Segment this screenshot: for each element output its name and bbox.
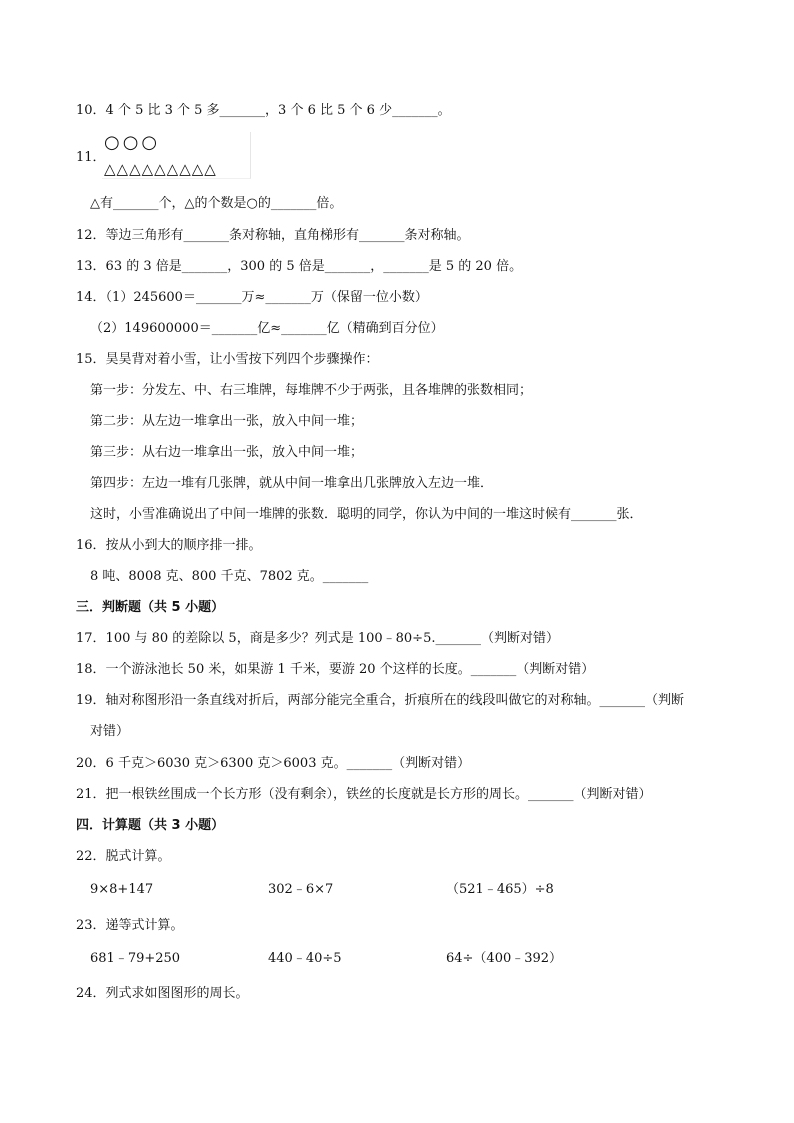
question-15-intro: 15．昊昊背对着小雪，让小雪按下列四个步骤操作： <box>76 352 379 367</box>
question-15-step-1: 第一步：分发左、中、右三堆牌，每堆牌不少于两张，且各堆牌的张数相同； <box>90 383 533 398</box>
question-12: 12．等边三角形有_______条对称轴，直角梯形有_______条对称轴。 <box>76 228 470 243</box>
question-15-step-3: 第三步：从右边一堆拿出一张，放入中间一堆； <box>90 445 364 460</box>
question-13: 13．63 的 3 倍是_______，300 的 5 倍是_______，_______是 5 的 20 倍。 <box>76 259 523 274</box>
question-23-expression-3: 64÷（400﹣392） <box>446 951 563 966</box>
question-19-line-2: 对错） <box>90 724 130 739</box>
triangle-shapes: △△△△△△△△△ <box>104 160 217 178</box>
question-18: 18．一个游泳池长 50 米，如果游 1 千米，要游 20 个这样的长度。_______（判断对错） <box>76 662 595 677</box>
question-19-line-1: 19．轴对称图形沿一条直线对折后，两部分能完全重合，折痕所在的线段叫做它的对称轴。_______（判断 <box>76 693 685 708</box>
question-15-question: 这时，小雪准确说出了中间一堆牌的张数．聪明的同学，你认为中间的一堆这时候有_______张． <box>90 507 643 522</box>
question-21: 21．把一根铁丝围成一个长方形（没有剩余），铁丝的长度就是长方形的周长。_______（判断对错） <box>76 787 652 802</box>
section-3-heading: 三．判断题（共 5 小题） <box>76 600 225 615</box>
question-22-expression-1: 9×8+147 <box>90 882 154 897</box>
question-23-intro: 23．递等式计算。 <box>76 918 184 933</box>
question-23-expression-1: 681﹣79+250 <box>90 951 181 966</box>
section-4-heading: 四．计算题（共 3 小题） <box>76 818 225 833</box>
question-17: 17．100 与 80 的差除以 5，商是多少？列式是 100﹣80÷5._______（判断对错） <box>76 631 559 646</box>
question-16-items: 8 吨、8008 克、800 千克、7802 克。_______ <box>90 569 369 584</box>
question-16-intro: 16．按从小到大的顺序排一排。 <box>76 538 262 553</box>
question-14-part-2: （2）149600000＝_______亿≈_______亿（精确到百分位） <box>90 321 444 336</box>
question-11-text: △有_______个，△的个数是○的_______倍。 <box>90 196 343 211</box>
question-22-intro: 22．脱式计算。 <box>76 849 171 864</box>
question-22-expression-2: 302﹣6×7 <box>268 882 334 897</box>
question-10: 10．4 个 5 比 3 个 5 多_______，3 个 6 比 5 个 6 少_______。 <box>76 103 451 118</box>
question-20: 20．6 千克＞6030 克＞6300 克＞6003 克。_______（判断对错） <box>76 756 471 771</box>
question-24: 24．列式求如图图形的周长。 <box>76 986 249 1001</box>
question-14-part-1: 14．（1）245600＝_______万≈_______万（保留一位小数） <box>76 290 428 305</box>
question-15-step-2: 第二步：从左边一堆拿出一张，放入中间一堆； <box>90 414 364 429</box>
question-11-number: 11． <box>76 150 106 165</box>
question-15-step-4: 第四步：左边一堆有几张牌，就从中间一堆拿出几张牌放入左边一堆． <box>90 476 494 491</box>
question-22-expression-3: （521﹣465）÷8 <box>446 882 554 897</box>
question-23-expression-2: 440﹣40÷5 <box>268 951 342 966</box>
circle-shapes: ○○○ <box>104 132 161 153</box>
